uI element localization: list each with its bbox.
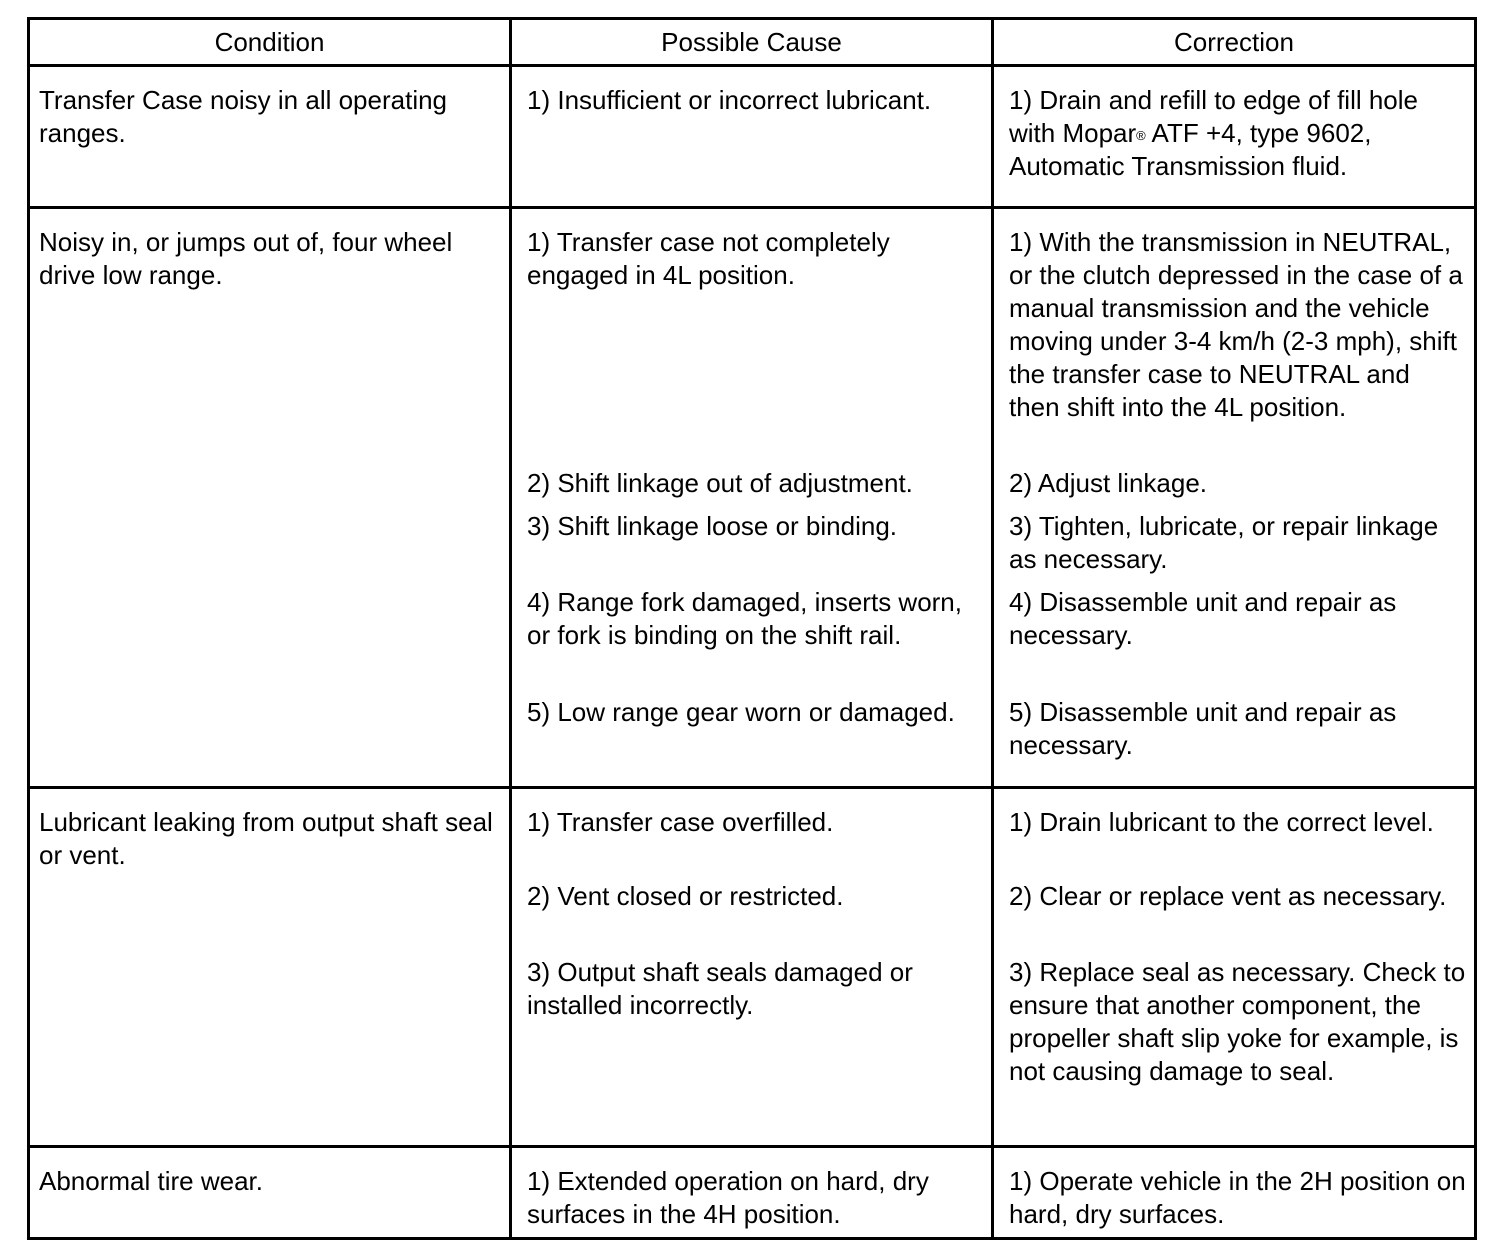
condition-text: Noisy in, or jumps out of, four wheel drive low range.	[39, 227, 453, 290]
cause-cell	[511, 1147, 993, 1239]
correction-cell	[993, 1147, 1476, 1239]
cause-item: 3) Shift linkage loose or binding.	[527, 511, 898, 541]
correction-cell	[993, 788, 1476, 1147]
registered-mark: ®	[1136, 128, 1146, 143]
condition-cell	[29, 1147, 511, 1239]
correction-item: 5) Disassemble unit and repair as necessary.	[1009, 697, 1397, 760]
correction-text-post: ATF +4, type 9602, Automatic Transmission fluid.	[1009, 118, 1372, 181]
header-row	[29, 19, 1476, 66]
condition-cell	[29, 788, 511, 1147]
correction-cell	[993, 208, 1476, 788]
header-condition: Condition	[29, 19, 511, 66]
correction-item	[994, 67, 1474, 206]
cause-cell	[511, 66, 993, 208]
correction-item: 1) With the transmission in NEUTRAL, or the clutch depressed in the case of a manual transmission and the vehicle moving under 3-4 km/h (2-3 mph), shift the transfer case to NEUTRAL and then shift into the 4L position.	[1009, 227, 1463, 422]
cause-cell	[511, 208, 993, 788]
header-correction: Correction	[993, 19, 1476, 66]
cause-item: 2) Vent closed or restricted.	[527, 881, 844, 911]
correction-item: 1) Operate vehicle in the 2H position on hard, dry surfaces.	[1009, 1166, 1466, 1229]
table-row	[29, 1147, 1476, 1239]
table-row	[29, 788, 1476, 1147]
diagnosis-table	[27, 17, 1477, 1240]
condition-text: Lubricant leaking from output shaft seal or vent.	[39, 807, 493, 870]
correction-text-pre: 1) Drain and refill to edge of fill hole with Mopar	[1009, 85, 1419, 148]
condition-text: Transfer Case noisy in all operating ranges.	[39, 85, 448, 148]
cause-item: 1) Insufficient or incorrect lubricant.	[527, 85, 932, 115]
correction-cell	[993, 66, 1476, 208]
correction-item: 3) Tighten, lubricate, or repair linkage as necessary.	[1009, 511, 1439, 574]
header-possible-cause: Possible Cause	[511, 19, 993, 66]
condition-text: Abnormal tire wear.	[39, 1166, 263, 1196]
cause-item: 1) Transfer case overfilled.	[527, 807, 834, 837]
condition-cell	[29, 208, 511, 788]
cause-cell	[511, 788, 993, 1147]
correction-item: 1) Drain lubricant to the correct level.	[1009, 807, 1434, 837]
table-row	[29, 208, 1476, 788]
cause-item: 2) Shift linkage out of adjustment.	[527, 468, 913, 498]
cause-item: 4) Range fork damaged, inserts worn, or fork is binding on the shift rail.	[527, 587, 962, 650]
correction-item: 4) Disassemble unit and repair as necessary.	[1009, 587, 1397, 650]
cause-item: 5) Low range gear worn or damaged.	[527, 697, 955, 727]
cause-item: 1) Extended operation on hard, dry surfaces in the 4H position.	[527, 1166, 929, 1229]
cause-item: 3) Output shaft seals damaged or installed incorrectly.	[527, 957, 913, 1020]
correction-item: 3) Replace seal as necessary. Check to ensure that another component, the propeller shaft slip yoke for example, is not causing damage to seal.	[1009, 957, 1466, 1086]
cause-item: 1) Transfer case not completely engaged in 4L position.	[527, 227, 890, 290]
table-row	[29, 66, 1476, 208]
correction-item: 2) Adjust linkage.	[1009, 468, 1208, 498]
condition-cell	[29, 66, 511, 208]
correction-item: 2) Clear or replace vent as necessary.	[1009, 881, 1447, 911]
